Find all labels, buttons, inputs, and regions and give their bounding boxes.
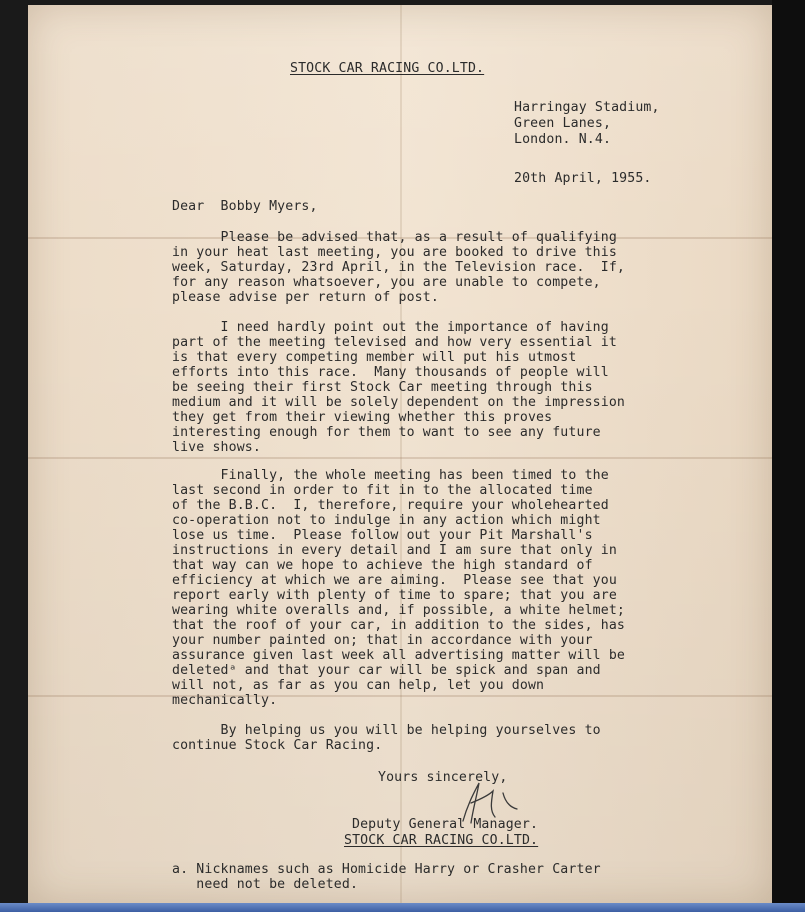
paragraph-line: they get from their viewing whether this proves <box>172 410 553 425</box>
paragraph-line: be seeing their first Stock Car meeting through this <box>172 380 593 395</box>
closing: Yours sincerely, <box>378 770 508 785</box>
paragraph-line: assurance given last week all advertising matter will be <box>172 648 626 663</box>
paragraph-line: wearing white overalls and, if possible, a white helmet; <box>172 603 626 618</box>
paragraph-line: lose us time. Please follow out your Pit Marshall's <box>172 528 593 543</box>
salutation: Dear Bobby Myers, <box>172 199 318 214</box>
paragraph-line: live shows. <box>172 440 261 455</box>
paragraph-line: I need hardly point out the importance of having <box>172 320 609 335</box>
footnote-line: need not be deleted. <box>172 877 359 892</box>
footnote-line: a. Nicknames such as Homicide Harry or Crasher Carter <box>172 862 601 877</box>
window-edge <box>772 0 805 903</box>
address-line: Green Lanes, <box>514 116 612 131</box>
paragraph-line: efficiency at which we are aiming. Please see that you <box>172 573 617 588</box>
paragraph-line: part of the meeting televised and how very essential it <box>172 335 617 350</box>
paragraph-line: for any reason whatsoever, you are unable to compete, <box>172 275 601 290</box>
paragraph-line: in your heat last meeting, you are booked to drive this <box>172 245 617 260</box>
paragraph-line: of the B.B.C. I, therefore, require your wholehearted <box>172 498 609 513</box>
paragraph-line: Please be advised that, as a result of qualifying <box>172 230 617 245</box>
paragraph-line: mechanically. <box>172 693 278 708</box>
paragraph-line: instructions in every detail and I am sure that only in <box>172 543 617 558</box>
paragraph-line: medium and it will be solely dependent on the impression <box>172 395 626 410</box>
paragraph-line: report early with plenty of time to spare; that you are <box>172 588 617 603</box>
paragraph-line: your number painted on; that in accordance with your <box>172 633 593 648</box>
paragraph-line: please advise per return of post. <box>172 290 439 305</box>
paragraph-line: that the roof of your car, in addition to the sides, has <box>172 618 626 633</box>
paragraph-line: week, Saturday, 23rd April, in the Television race. If, <box>172 260 626 275</box>
paragraph-line: last second in order to fit in to the allocated time <box>172 483 593 498</box>
address-line: London. N.4. <box>514 132 612 147</box>
taskbar-strip <box>0 903 805 912</box>
signatory-title: Deputy General Manager. <box>352 817 539 832</box>
address-line: Harringay Stadium, <box>514 100 660 115</box>
handwritten-signature <box>433 773 543 833</box>
signatory-company: STOCK CAR RACING CO.LTD. <box>344 833 539 848</box>
paragraph-line: interesting enough for them to want to see any future <box>172 425 601 440</box>
paragraph-line: Finally, the whole meeting has been timed to the <box>172 468 609 483</box>
paragraph-line: efforts into this race. Many thousands of people will <box>172 365 609 380</box>
paper-fold <box>400 5 402 903</box>
paragraph-line: deletedᵃ and that your car will be spick and span and <box>172 663 601 678</box>
letter-date: 20th April, 1955. <box>514 171 652 186</box>
paragraph-line: that way can we hope to achieve the high standard of <box>172 558 593 573</box>
paragraph-line: will not, as far as you can help, let you down <box>172 678 545 693</box>
letterhead: STOCK CAR RACING CO.LTD. <box>290 61 485 76</box>
paragraph-line: co-operation not to indulge in any action which might <box>172 513 601 528</box>
paragraph-line: continue Stock Car Racing. <box>172 738 383 753</box>
letter-page <box>28 5 772 903</box>
paragraph-line: By helping us you will be helping yourselves to <box>172 723 601 738</box>
paragraph-line: is that every competing member will put his utmost <box>172 350 577 365</box>
